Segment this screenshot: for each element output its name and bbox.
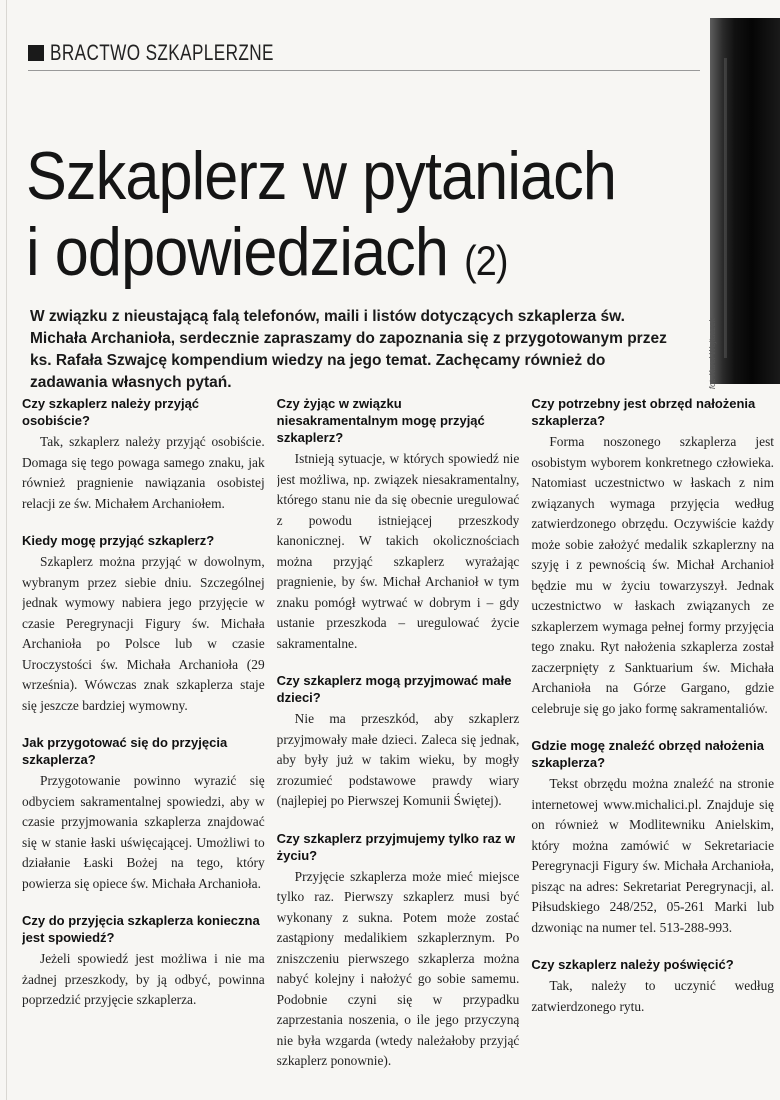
question: Czy szkaplerz należy poświęcić? [531, 957, 734, 972]
title-line-1: Szkaplerz w pytaniach [26, 137, 616, 214]
photo-highlight [724, 58, 727, 358]
qa-item [277, 672, 520, 812]
answer: Tak, należy to uczynić według zatwierdzonego rytu. [531, 978, 775, 1014]
qa-item [531, 395, 774, 719]
qa-item [22, 734, 265, 894]
answer: Forma noszonego szkaplerza jest osobistym wyborem konkretnego człowieka. Natomiast uczestnictwo w łaskach z nim związanych wymaga przyjęcia według zatwierdzonego obrzędu. Oczywiście każdy może sobie założyć medalik szkaplerzny na szyję i z pewnością św. Michał Archanioł będzie mu w życiu towarzyszył. Jednak uczestnictwo w łaskach związanych ze szkaplerzem wymaga pełnej formy przyjęcia tego znaku. Ryt nałożenia szkaplerza został zaczerpnięty z Sanktuarium św. Michała Archanioła na Górze Gargano, gdzie celebruje się go jako formę sakramentaliów. [531, 434, 775, 716]
column-3 [531, 395, 774, 1085]
answer: Jeżeli spowiedź jest możliwa i nie ma żadnej przeszkody, by ją odbyć, powinna poprzedzić przyjęcie szkaplerza. [22, 951, 265, 1007]
qa-item [22, 395, 265, 514]
question: Czy szkaplerz należy przyjąć osobiście? [22, 396, 200, 428]
question: Czy szkaplerz mogą przyjmować małe dzieci? [276, 673, 512, 705]
scan-edge [6, 0, 7, 1100]
qa-item [277, 395, 520, 654]
answer: Nie ma przeszkód, aby szkaplerz przyjmowały małe dzieci. Zaleca się jednak, aby były już w takim wieku, by mogły zrozumieć podstawowe prawdy wiary (najlepiej po Pierwszej Komunii Świętej). [276, 711, 520, 808]
header-photo [710, 18, 780, 384]
article-title [26, 138, 686, 299]
question: Gdzie mogę znaleźć obrzęd nałożenia szkaplerza? [531, 738, 764, 770]
answer: Szkaplerz można przyjąć w dowolnym, wybranym przez siebie dniu. Szczególnej jednak wymowy nabiera jego przyjęcie w czasie Peregrynacji Figury św. Michała Archanioła po Polsce lub w czasie Uroczystości św. Michała Archanioła (29 września). Wówczas znak szkaplerza staje się jeszcze bardziej wymowny. [22, 554, 265, 713]
question: Czy potrzebny jest obrzęd nałożenia szkaplerza? [531, 396, 756, 428]
question: Kiedy mogę przyjąć szkaplerz? [22, 533, 215, 548]
header-rule [28, 70, 700, 71]
answer: Przygotowanie powinno wyrazić się odbyciem sakramentalnej spowiedzi, aby w czasie przyjmowania szkaplerza znajdować się w stanie łaski uświęcającej. Umożliwi to działanie Łaski Bożej na tego, który powierza się opiece św. Michała Archanioła. [22, 773, 265, 891]
photo-credit: fot. Karol Wojtaczek [708, 318, 717, 390]
title-part-number: (2) [464, 236, 508, 284]
column-2 [277, 395, 520, 1085]
title-line-2 [26, 214, 620, 299]
qa-item [277, 830, 520, 1072]
article-lead: W związku z nieustającą falą telefonów, maili i listów dotyczących szkaplerza św. Michała Archanioła, serdecznie zapraszamy do zapoznania się z przygotowanym przez ks. Rafała Szwajcę kompendium wiedzy na jego temat. Zachęcamy również do zadawania własnych pytań. [30, 307, 667, 391]
question: Czy żyjąc w związku niesakramentalnym mogę przyjąć szkaplerz? [276, 396, 485, 445]
title-line-2-text: i odpowiedziach [26, 213, 448, 290]
answer: Przyjęcie szkaplerza może mieć miejsce tylko raz. Pierwszy szkaplerz musi być wykonany z sukna. Potem może zostać zastąpiony medalikiem szkaplerznym. Po zniszczeniu pierwszego szkaplerza można nabyć kolejny i nałożyć go sobie samemu. Podobnie czyni się w przypadku zaprzestania noszenia, o ile jego przyczyną nie była wzgarda (wtedy należałoby przyjąć szkaplerz ponownie). [276, 868, 520, 1068]
qa-item [531, 737, 774, 938]
section-label: BRACTWO SZKAPLERZNE [50, 40, 274, 65]
qa-item [22, 912, 265, 1011]
answer: Tekst obrzędu można znaleźć na stronie internetowej www.michalici.pl. Znajduje się on również w Modlitewniku Anielskim, który można zamówić w Sekretariacie Peregrynacji Figury św. Michała Archanioła, pisząc na adres: Sekretariat Peregrynacji, al. Piłsudskiego 248/252, 05-261 Marki lub dzwoniąc na numer tel. 513-288-993. [531, 776, 775, 935]
question: Jak przygotować się do przyjęcia szkaplerza? [22, 735, 228, 767]
section-square-icon [28, 45, 44, 61]
answer: Tak, szkaplerz należy przyjąć osobiście. Domaga się tego powaga samego znaku, jak również pragnienie nawiązania osobistej relacji ze św. Michałem Archaniołem. [22, 434, 265, 511]
article-columns [22, 395, 774, 1085]
answer: Istnieją sytuacje, w których spowiedź nie jest możliwa, np. związek niesakramentalny, którego stanu nie da się obecnie uregulować z powodu istniejącej przeszkody kanonicznej. W takich okolicznościach można przyjąć szkaplerz wyrażając pragnienie, by św. Michał Archanioł w tym znaku pomógł wytrwać w dobrym i – gdy ustanie przeszkoda – uregulować życie sakramentalne. [276, 451, 520, 651]
section-header [28, 40, 337, 66]
qa-item [22, 532, 265, 716]
qa-item [531, 956, 774, 1017]
question: Czy do przyjęcia szkaplerza konieczna jest spowiedź? [22, 913, 260, 945]
question: Czy szkaplerz przyjmujemy tylko raz w życiu? [276, 830, 516, 863]
column-1 [22, 395, 265, 1085]
